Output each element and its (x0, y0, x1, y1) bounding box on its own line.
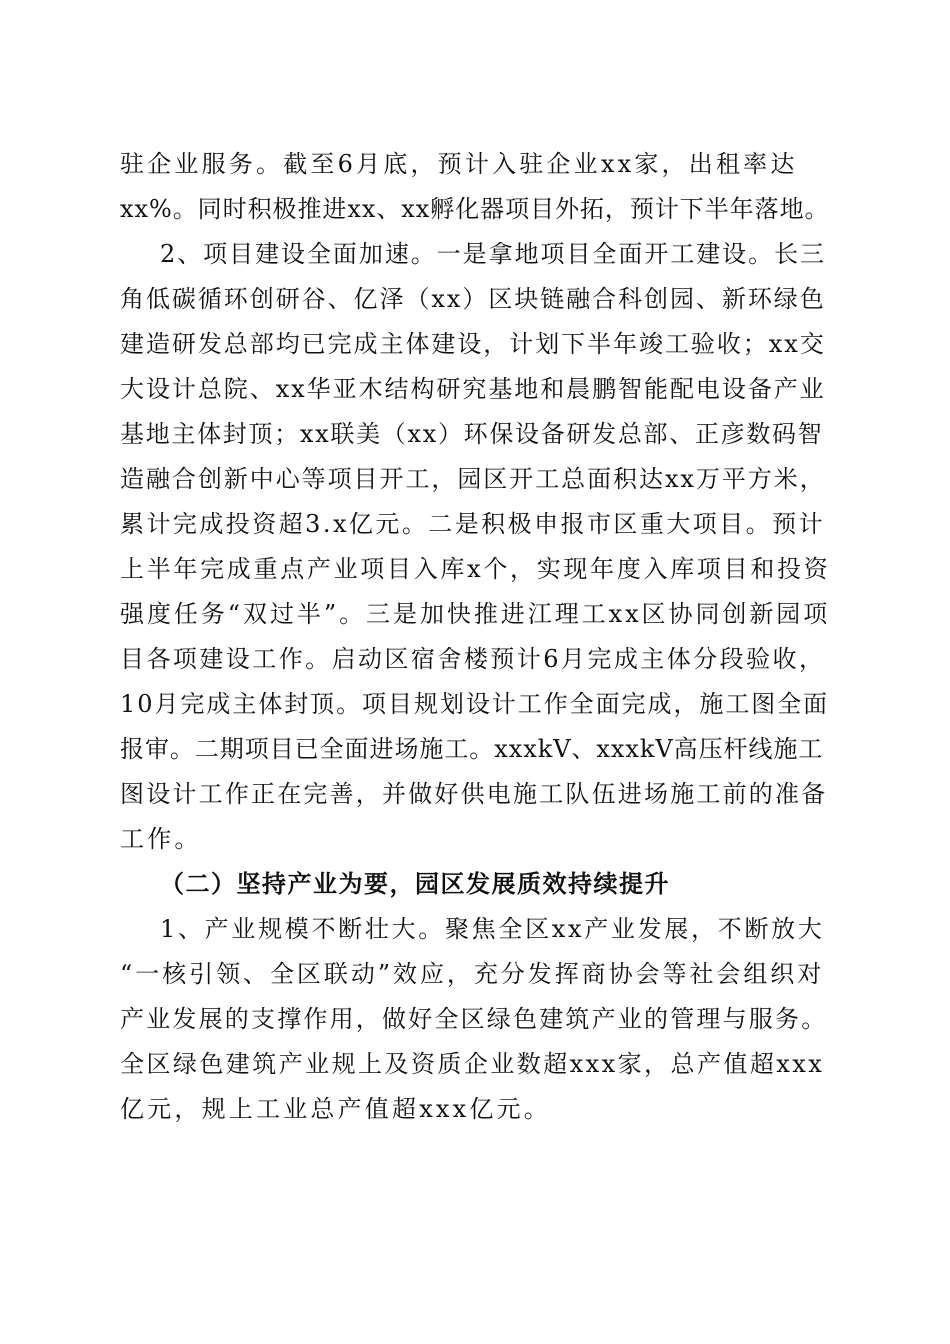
text-line: 驻企业服务。截至6月底，预计入驻企业xx家，出租率达 (120, 150, 798, 178)
text-line: 目各项建设工作。启动区宿舍楼预计6月完成主体分段验收， (120, 645, 826, 673)
text-line: 基地主体封顶；xx联美（xx）环保设备研发总部、正彦数码智 (120, 420, 824, 448)
text-line: xx%。同时积极推进xx、xx孵化器项目外拓，预计下半年落地。 (120, 195, 830, 223)
text-line: 建造研发总部均已完成主体建设，计划下半年竣工验收；xx交 (120, 330, 826, 358)
text-line: 报审。二期项目已全面进场施工。xxxkV、xxxkV高压杆线施工 (120, 735, 824, 763)
text-line: 累计完成投资超3.x亿元。二是积极申报市区重大项目。预计 (120, 510, 826, 538)
paragraph-start-line: 1、产业规模不断壮大。聚焦全区xx产业发展，不断放大 (160, 915, 825, 943)
text-line: 产业发展的支撑作用，做好全区绿色建筑产业的管理与服务。 (120, 1005, 828, 1033)
text-line: 大设计总院、xx华亚木结构研究基地和晨鹏智能配电设备产业 (120, 375, 826, 403)
text-line: 上半年完成重点产业项目入库x个，实现年度入库项目和投资 (120, 555, 831, 583)
section-heading: （二）坚持产业为要，园区发展质效持续提升 (160, 869, 670, 898)
paragraph-start-line: 2、项目建设全面加速。一是拿地项目全面开工建设。长三 (160, 240, 826, 268)
text-line: 全区绿色建筑产业规上及资质企业数超xxx家，总产值超xxx (120, 1050, 825, 1078)
text-line: 造融合创新中心等项目开工，园区开工总面积达xx万平方米， (120, 465, 826, 493)
text-line: 亿元，规上工业总产值超xxx亿元。 (120, 1095, 552, 1123)
text-line: 强度任务“双过半”。三是加快推进江理工xx区协同创新园项 (120, 600, 831, 628)
text-line: 工作。 (120, 825, 202, 853)
text-line: 角低碳循环创研谷、亿泽（xx）区块链融合科创园、新环绿色 (120, 285, 826, 313)
text-line: “一核引领、全区联动”效应，充分发挥商协会等社会组织对 (120, 960, 825, 988)
text-line: 图设计工作正在完善，并做好供电施工队伍进场施工前的准备 (120, 780, 828, 808)
text-line: 10月完成主体封顶。项目规划设计工作全面完成，施工图全面 (120, 690, 830, 718)
